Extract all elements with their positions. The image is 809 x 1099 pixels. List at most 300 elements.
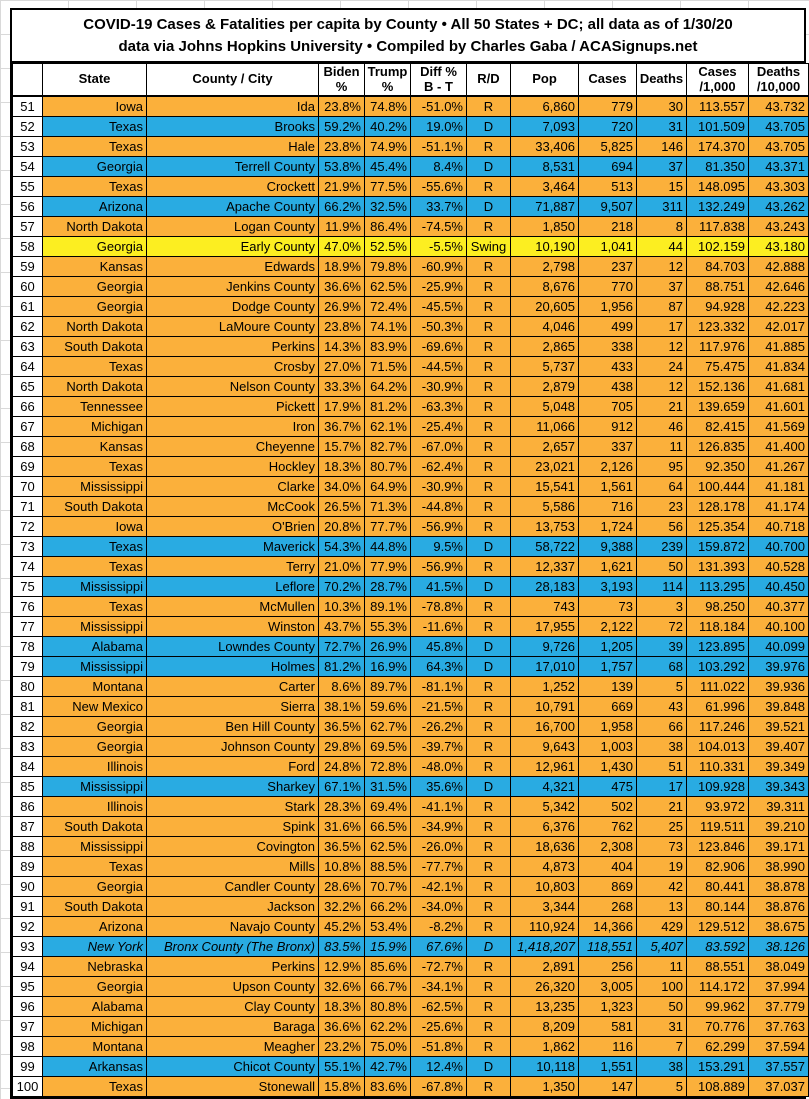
cell-pop: 6,860 bbox=[511, 96, 579, 116]
cell-trump-pct: 89.1% bbox=[365, 596, 411, 616]
cell-biden-pct: 21.0% bbox=[319, 556, 365, 576]
cell-cases: 1,205 bbox=[579, 636, 637, 656]
cell-trump-pct: 31.5% bbox=[365, 776, 411, 796]
cell-biden-pct: 38.1% bbox=[319, 696, 365, 716]
cell-county: Jackson bbox=[147, 896, 319, 916]
table-row bbox=[13, 756, 809, 776]
cell-cases: 1,561 bbox=[579, 476, 637, 496]
cell-cases: 1,958 bbox=[579, 716, 637, 736]
cell-rank: 96 bbox=[13, 996, 43, 1016]
cell-cases: 1,724 bbox=[579, 516, 637, 536]
cell-cases: 499 bbox=[579, 316, 637, 336]
cell-state: North Dakota bbox=[43, 216, 147, 236]
cell-rd: R bbox=[467, 276, 511, 296]
cell-county: Winston bbox=[147, 616, 319, 636]
cell-county: Spink bbox=[147, 816, 319, 836]
cell-deaths-per-10000: 37.994 bbox=[749, 976, 809, 996]
cell-rank: 65 bbox=[13, 376, 43, 396]
cell-state: Michigan bbox=[43, 1016, 147, 1036]
cell-rank: 89 bbox=[13, 856, 43, 876]
cell-county: McCook bbox=[147, 496, 319, 516]
cell-state: Georgia bbox=[43, 716, 147, 736]
table-row bbox=[13, 116, 809, 136]
cell-trump-pct: 77.9% bbox=[365, 556, 411, 576]
cell-trump-pct: 79.8% bbox=[365, 256, 411, 276]
cell-rd: R bbox=[467, 796, 511, 816]
cell-cases: 475 bbox=[579, 776, 637, 796]
cell-diff-pct: -26.0% bbox=[411, 836, 467, 856]
cell-trump-pct: 69.4% bbox=[365, 796, 411, 816]
cell-rank: 64 bbox=[13, 356, 43, 376]
cell-rank: 80 bbox=[13, 676, 43, 696]
cell-trump-pct: 80.7% bbox=[365, 456, 411, 476]
table-title-line2: data via Johns Hopkins University • Compiled by Charles Gaba / ACASignups.net bbox=[118, 37, 698, 55]
cell-diff-pct: -62.5% bbox=[411, 996, 467, 1016]
cell-cases-per-1000: 100.444 bbox=[687, 476, 749, 496]
table-row bbox=[13, 596, 809, 616]
cell-county: Crockett bbox=[147, 176, 319, 196]
cell-biden-pct: 34.0% bbox=[319, 476, 365, 496]
cell-pop: 1,418,207 bbox=[511, 936, 579, 956]
cell-biden-pct: 54.3% bbox=[319, 536, 365, 556]
cell-biden-pct: 10.8% bbox=[319, 856, 365, 876]
cell-cases: 720 bbox=[579, 116, 637, 136]
cell-deaths-per-10000: 42.646 bbox=[749, 276, 809, 296]
cell-trump-pct: 82.7% bbox=[365, 436, 411, 456]
cell-biden-pct: 72.7% bbox=[319, 636, 365, 656]
cell-deaths: 37 bbox=[637, 156, 687, 176]
cell-rank: 73 bbox=[13, 536, 43, 556]
cell-pop: 12,961 bbox=[511, 756, 579, 776]
table-row bbox=[13, 816, 809, 836]
cell-pop: 2,879 bbox=[511, 376, 579, 396]
cell-deaths-per-10000: 37.557 bbox=[749, 1056, 809, 1076]
cell-deaths-per-10000: 41.267 bbox=[749, 456, 809, 476]
cell-rd: D bbox=[467, 196, 511, 216]
cell-rd: D bbox=[467, 1056, 511, 1076]
cell-rd: R bbox=[467, 516, 511, 536]
cell-pop: 9,726 bbox=[511, 636, 579, 656]
cell-deaths: 21 bbox=[637, 396, 687, 416]
cell-rd: R bbox=[467, 436, 511, 456]
table-row bbox=[13, 536, 809, 556]
cell-pop: 1,862 bbox=[511, 1036, 579, 1056]
cell-trump-pct: 74.1% bbox=[365, 316, 411, 336]
cell-pop: 12,337 bbox=[511, 556, 579, 576]
cell-county: Johnson County bbox=[147, 736, 319, 756]
cell-diff-pct: 41.5% bbox=[411, 576, 467, 596]
cell-county: O'Brien bbox=[147, 516, 319, 536]
cell-deaths-per-10000: 39.521 bbox=[749, 716, 809, 736]
cell-rank: 62 bbox=[13, 316, 43, 336]
cell-deaths: 12 bbox=[637, 376, 687, 396]
cell-deaths: 30 bbox=[637, 96, 687, 116]
table-row bbox=[13, 976, 809, 996]
cell-cases: 237 bbox=[579, 256, 637, 276]
cell-cases-per-1000: 80.441 bbox=[687, 876, 749, 896]
cell-rank: 58 bbox=[13, 236, 43, 256]
cell-deaths-per-10000: 41.601 bbox=[749, 396, 809, 416]
cell-trump-pct: 77.5% bbox=[365, 176, 411, 196]
cell-trump-pct: 70.7% bbox=[365, 876, 411, 896]
cell-cases: 1,323 bbox=[579, 996, 637, 1016]
cell-deaths: 38 bbox=[637, 736, 687, 756]
cell-rank: 85 bbox=[13, 776, 43, 796]
cell-cases: 669 bbox=[579, 696, 637, 716]
cell-deaths: 72 bbox=[637, 616, 687, 636]
cell-deaths: 43 bbox=[637, 696, 687, 716]
cell-deaths: 25 bbox=[637, 816, 687, 836]
cell-state: New Mexico bbox=[43, 696, 147, 716]
cell-cases-per-1000: 114.172 bbox=[687, 976, 749, 996]
cell-rd: R bbox=[467, 816, 511, 836]
cell-rd: R bbox=[467, 356, 511, 376]
cell-county: LaMoure County bbox=[147, 316, 319, 336]
cell-cases: 1,621 bbox=[579, 556, 637, 576]
cell-state: Texas bbox=[43, 856, 147, 876]
cell-county: Perkins bbox=[147, 336, 319, 356]
cell-state: Georgia bbox=[43, 736, 147, 756]
cell-cases: 2,122 bbox=[579, 616, 637, 636]
cell-pop: 20,605 bbox=[511, 296, 579, 316]
cell-county: McMullen bbox=[147, 596, 319, 616]
cell-pop: 110,924 bbox=[511, 916, 579, 936]
cell-rank: 81 bbox=[13, 696, 43, 716]
cell-diff-pct: -25.4% bbox=[411, 416, 467, 436]
cell-biden-pct: 66.2% bbox=[319, 196, 365, 216]
cell-diff-pct: -25.9% bbox=[411, 276, 467, 296]
cell-pop: 33,406 bbox=[511, 136, 579, 156]
cell-deaths-per-10000: 43.705 bbox=[749, 116, 809, 136]
cell-rank: 74 bbox=[13, 556, 43, 576]
cell-diff-pct: -8.2% bbox=[411, 916, 467, 936]
cell-rd: R bbox=[467, 596, 511, 616]
cell-biden-pct: 26.5% bbox=[319, 496, 365, 516]
cell-state: South Dakota bbox=[43, 336, 147, 356]
cell-diff-pct: -30.9% bbox=[411, 476, 467, 496]
cell-deaths-per-10000: 40.450 bbox=[749, 576, 809, 596]
cell-trump-pct: 75.0% bbox=[365, 1036, 411, 1056]
cell-cases: 716 bbox=[579, 496, 637, 516]
cell-trump-pct: 86.4% bbox=[365, 216, 411, 236]
cell-state: South Dakota bbox=[43, 496, 147, 516]
cell-rank: 59 bbox=[13, 256, 43, 276]
cell-rd: R bbox=[467, 736, 511, 756]
cell-deaths: 12 bbox=[637, 256, 687, 276]
table-row bbox=[13, 876, 809, 896]
cell-cases: 9,388 bbox=[579, 536, 637, 556]
cell-cases: 3,193 bbox=[579, 576, 637, 596]
cell-pop: 8,676 bbox=[511, 276, 579, 296]
cell-cases: 1,757 bbox=[579, 656, 637, 676]
cell-cases: 1,003 bbox=[579, 736, 637, 756]
cell-biden-pct: 36.7% bbox=[319, 416, 365, 436]
cell-cases-per-1000: 75.475 bbox=[687, 356, 749, 376]
cell-state: Texas bbox=[43, 556, 147, 576]
cell-deaths-per-10000: 39.343 bbox=[749, 776, 809, 796]
cell-trump-pct: 88.5% bbox=[365, 856, 411, 876]
cell-cases: 404 bbox=[579, 856, 637, 876]
cell-biden-pct: 47.0% bbox=[319, 236, 365, 256]
cell-cases: 268 bbox=[579, 896, 637, 916]
cell-deaths: 50 bbox=[637, 556, 687, 576]
county-table-sheet bbox=[10, 8, 806, 1099]
cell-trump-pct: 42.7% bbox=[365, 1056, 411, 1076]
cell-pop: 10,803 bbox=[511, 876, 579, 896]
cell-rank: 82 bbox=[13, 716, 43, 736]
table-row bbox=[13, 936, 809, 956]
cell-trump-pct: 66.5% bbox=[365, 816, 411, 836]
cell-state: Mississippi bbox=[43, 616, 147, 636]
cell-cases-per-1000: 131.393 bbox=[687, 556, 749, 576]
cell-diff-pct: -11.6% bbox=[411, 616, 467, 636]
cell-rank: 83 bbox=[13, 736, 43, 756]
cell-rank: 99 bbox=[13, 1056, 43, 1076]
cell-county: Apache County bbox=[147, 196, 319, 216]
cell-rd: R bbox=[467, 176, 511, 196]
cell-pop: 743 bbox=[511, 596, 579, 616]
cell-county: Leflore bbox=[147, 576, 319, 596]
table-row bbox=[13, 216, 809, 236]
cell-diff-pct: -45.5% bbox=[411, 296, 467, 316]
cell-state: Arizona bbox=[43, 916, 147, 936]
cell-diff-pct: -69.6% bbox=[411, 336, 467, 356]
cell-deaths-per-10000: 39.976 bbox=[749, 656, 809, 676]
cell-deaths: 3 bbox=[637, 596, 687, 616]
cell-cases: 1,041 bbox=[579, 236, 637, 256]
cell-biden-pct: 59.2% bbox=[319, 116, 365, 136]
cell-cases-per-1000: 148.095 bbox=[687, 176, 749, 196]
cell-deaths-per-10000: 41.181 bbox=[749, 476, 809, 496]
cell-cases: 139 bbox=[579, 676, 637, 696]
cell-deaths-per-10000: 43.262 bbox=[749, 196, 809, 216]
cell-biden-pct: 33.3% bbox=[319, 376, 365, 396]
table-row bbox=[13, 176, 809, 196]
cell-county: Pickett bbox=[147, 396, 319, 416]
cell-diff-pct: -67.0% bbox=[411, 436, 467, 456]
cell-deaths-per-10000: 41.834 bbox=[749, 356, 809, 376]
cell-trump-pct: 15.9% bbox=[365, 936, 411, 956]
cell-biden-pct: 32.6% bbox=[319, 976, 365, 996]
cell-pop: 8,531 bbox=[511, 156, 579, 176]
cell-trump-pct: 62.1% bbox=[365, 416, 411, 436]
col-header-trump-pct: Trump % bbox=[365, 63, 411, 96]
cell-cases-per-1000: 99.962 bbox=[687, 996, 749, 1016]
cell-rd: R bbox=[467, 456, 511, 476]
cell-state: Illinois bbox=[43, 796, 147, 816]
cell-cases-per-1000: 98.250 bbox=[687, 596, 749, 616]
cell-biden-pct: 17.9% bbox=[319, 396, 365, 416]
cell-state: Montana bbox=[43, 1036, 147, 1056]
cell-deaths-per-10000: 38.675 bbox=[749, 916, 809, 936]
cell-pop: 5,737 bbox=[511, 356, 579, 376]
cell-rank: 77 bbox=[13, 616, 43, 636]
cell-county: Dodge County bbox=[147, 296, 319, 316]
cell-cases-per-1000: 174.370 bbox=[687, 136, 749, 156]
cell-pop: 2,798 bbox=[511, 256, 579, 276]
cell-deaths: 7 bbox=[637, 1036, 687, 1056]
cell-cases: 1,956 bbox=[579, 296, 637, 316]
cell-state: Georgia bbox=[43, 876, 147, 896]
table-row bbox=[13, 516, 809, 536]
cell-cases: 438 bbox=[579, 376, 637, 396]
cell-cases-per-1000: 81.350 bbox=[687, 156, 749, 176]
cell-state: Arizona bbox=[43, 196, 147, 216]
table-title bbox=[12, 10, 804, 63]
cell-rd: R bbox=[467, 876, 511, 896]
cell-diff-pct: 19.0% bbox=[411, 116, 467, 136]
cell-deaths-per-10000: 40.700 bbox=[749, 536, 809, 556]
cell-cases: 9,507 bbox=[579, 196, 637, 216]
cell-county: Holmes bbox=[147, 656, 319, 676]
cell-diff-pct: -74.5% bbox=[411, 216, 467, 236]
cell-biden-pct: 29.8% bbox=[319, 736, 365, 756]
cell-trump-pct: 71.3% bbox=[365, 496, 411, 516]
cell-cases: 218 bbox=[579, 216, 637, 236]
cell-cases: 337 bbox=[579, 436, 637, 456]
cell-cases-per-1000: 61.996 bbox=[687, 696, 749, 716]
cell-deaths-per-10000: 42.888 bbox=[749, 256, 809, 276]
cell-pop: 3,464 bbox=[511, 176, 579, 196]
cell-county: Sharkey bbox=[147, 776, 319, 796]
cell-pop: 1,850 bbox=[511, 216, 579, 236]
cell-trump-pct: 64.9% bbox=[365, 476, 411, 496]
cell-deaths: 13 bbox=[637, 896, 687, 916]
cell-rd: R bbox=[467, 256, 511, 276]
cell-biden-pct: 55.1% bbox=[319, 1056, 365, 1076]
cell-trump-pct: 16.9% bbox=[365, 656, 411, 676]
cell-county: Lowndes County bbox=[147, 636, 319, 656]
cell-rd: R bbox=[467, 316, 511, 336]
cell-rd: R bbox=[467, 216, 511, 236]
col-header-state: State bbox=[43, 63, 147, 96]
cell-pop: 7,093 bbox=[511, 116, 579, 136]
cell-state: Kansas bbox=[43, 256, 147, 276]
cell-cases-per-1000: 152.136 bbox=[687, 376, 749, 396]
cell-deaths: 56 bbox=[637, 516, 687, 536]
cell-rd: R bbox=[467, 856, 511, 876]
cell-county: Covington bbox=[147, 836, 319, 856]
cell-diff-pct: -62.4% bbox=[411, 456, 467, 476]
table-row bbox=[13, 956, 809, 976]
cell-deaths: 44 bbox=[637, 236, 687, 256]
cell-pop: 28,183 bbox=[511, 576, 579, 596]
cell-rank: 56 bbox=[13, 196, 43, 216]
cell-rd: R bbox=[467, 136, 511, 156]
cell-diff-pct: -51.1% bbox=[411, 136, 467, 156]
cell-trump-pct: 28.7% bbox=[365, 576, 411, 596]
cell-deaths-per-10000: 38.990 bbox=[749, 856, 809, 876]
cell-county: Ben Hill County bbox=[147, 716, 319, 736]
cell-rank: 91 bbox=[13, 896, 43, 916]
cell-cases-per-1000: 111.022 bbox=[687, 676, 749, 696]
cell-biden-pct: 15.8% bbox=[319, 1076, 365, 1096]
cell-trump-pct: 44.8% bbox=[365, 536, 411, 556]
cell-pop: 4,873 bbox=[511, 856, 579, 876]
cell-rd: D bbox=[467, 656, 511, 676]
cell-cases-per-1000: 88.751 bbox=[687, 276, 749, 296]
cell-trump-pct: 53.4% bbox=[365, 916, 411, 936]
cell-rank: 55 bbox=[13, 176, 43, 196]
cell-pop: 10,190 bbox=[511, 236, 579, 256]
cell-deaths-per-10000: 39.848 bbox=[749, 696, 809, 716]
table-row bbox=[13, 136, 809, 156]
cell-deaths: 51 bbox=[637, 756, 687, 776]
cell-deaths-per-10000: 40.099 bbox=[749, 636, 809, 656]
cell-diff-pct: -44.5% bbox=[411, 356, 467, 376]
cell-state: North Dakota bbox=[43, 376, 147, 396]
cell-cases-per-1000: 123.332 bbox=[687, 316, 749, 336]
cell-deaths: 114 bbox=[637, 576, 687, 596]
cell-rank: 67 bbox=[13, 416, 43, 436]
cell-diff-pct: -56.9% bbox=[411, 556, 467, 576]
cell-rank: 76 bbox=[13, 596, 43, 616]
cell-state: Kansas bbox=[43, 436, 147, 456]
cell-diff-pct: -67.8% bbox=[411, 1076, 467, 1096]
cell-biden-pct: 24.8% bbox=[319, 756, 365, 776]
cell-pop: 58,722 bbox=[511, 536, 579, 556]
cell-county: Upson County bbox=[147, 976, 319, 996]
cell-state: South Dakota bbox=[43, 816, 147, 836]
cell-state: Alabama bbox=[43, 636, 147, 656]
cell-diff-pct: -60.9% bbox=[411, 256, 467, 276]
cell-biden-pct: 28.6% bbox=[319, 876, 365, 896]
cell-county: Stonewall bbox=[147, 1076, 319, 1096]
cell-county: Crosby bbox=[147, 356, 319, 376]
cell-deaths: 239 bbox=[637, 536, 687, 556]
cell-rank: 63 bbox=[13, 336, 43, 356]
cell-cases: 869 bbox=[579, 876, 637, 896]
col-header-pop: Pop bbox=[511, 63, 579, 96]
cell-pop: 5,342 bbox=[511, 796, 579, 816]
table-row bbox=[13, 776, 809, 796]
cell-biden-pct: 81.2% bbox=[319, 656, 365, 676]
cell-deaths-per-10000: 38.049 bbox=[749, 956, 809, 976]
cell-rank: 95 bbox=[13, 976, 43, 996]
table-row bbox=[13, 96, 809, 116]
cell-diff-pct: -21.5% bbox=[411, 696, 467, 716]
cell-pop: 4,321 bbox=[511, 776, 579, 796]
cell-rank: 78 bbox=[13, 636, 43, 656]
cell-rd: R bbox=[467, 296, 511, 316]
cell-rd: R bbox=[467, 476, 511, 496]
table-row bbox=[13, 1076, 809, 1096]
cell-trump-pct: 52.5% bbox=[365, 236, 411, 256]
cell-deaths-per-10000: 43.371 bbox=[749, 156, 809, 176]
cell-deaths-per-10000: 43.180 bbox=[749, 236, 809, 256]
cell-county: Edwards bbox=[147, 256, 319, 276]
cell-cases: 1,430 bbox=[579, 756, 637, 776]
cell-biden-pct: 21.9% bbox=[319, 176, 365, 196]
cell-deaths: 19 bbox=[637, 856, 687, 876]
cell-rank: 70 bbox=[13, 476, 43, 496]
cell-rd: R bbox=[467, 556, 511, 576]
cell-trump-pct: 26.9% bbox=[365, 636, 411, 656]
table-row bbox=[13, 656, 809, 676]
cell-rank: 54 bbox=[13, 156, 43, 176]
cell-rd: R bbox=[467, 976, 511, 996]
cell-diff-pct: -56.9% bbox=[411, 516, 467, 536]
cell-county: Hale bbox=[147, 136, 319, 156]
cell-county: Baraga bbox=[147, 1016, 319, 1036]
cell-diff-pct: -39.7% bbox=[411, 736, 467, 756]
table-row bbox=[13, 256, 809, 276]
cell-biden-pct: 43.7% bbox=[319, 616, 365, 636]
cell-rank: 51 bbox=[13, 96, 43, 116]
cell-biden-pct: 45.2% bbox=[319, 916, 365, 936]
cell-diff-pct: -5.5% bbox=[411, 236, 467, 256]
cell-rank: 90 bbox=[13, 876, 43, 896]
